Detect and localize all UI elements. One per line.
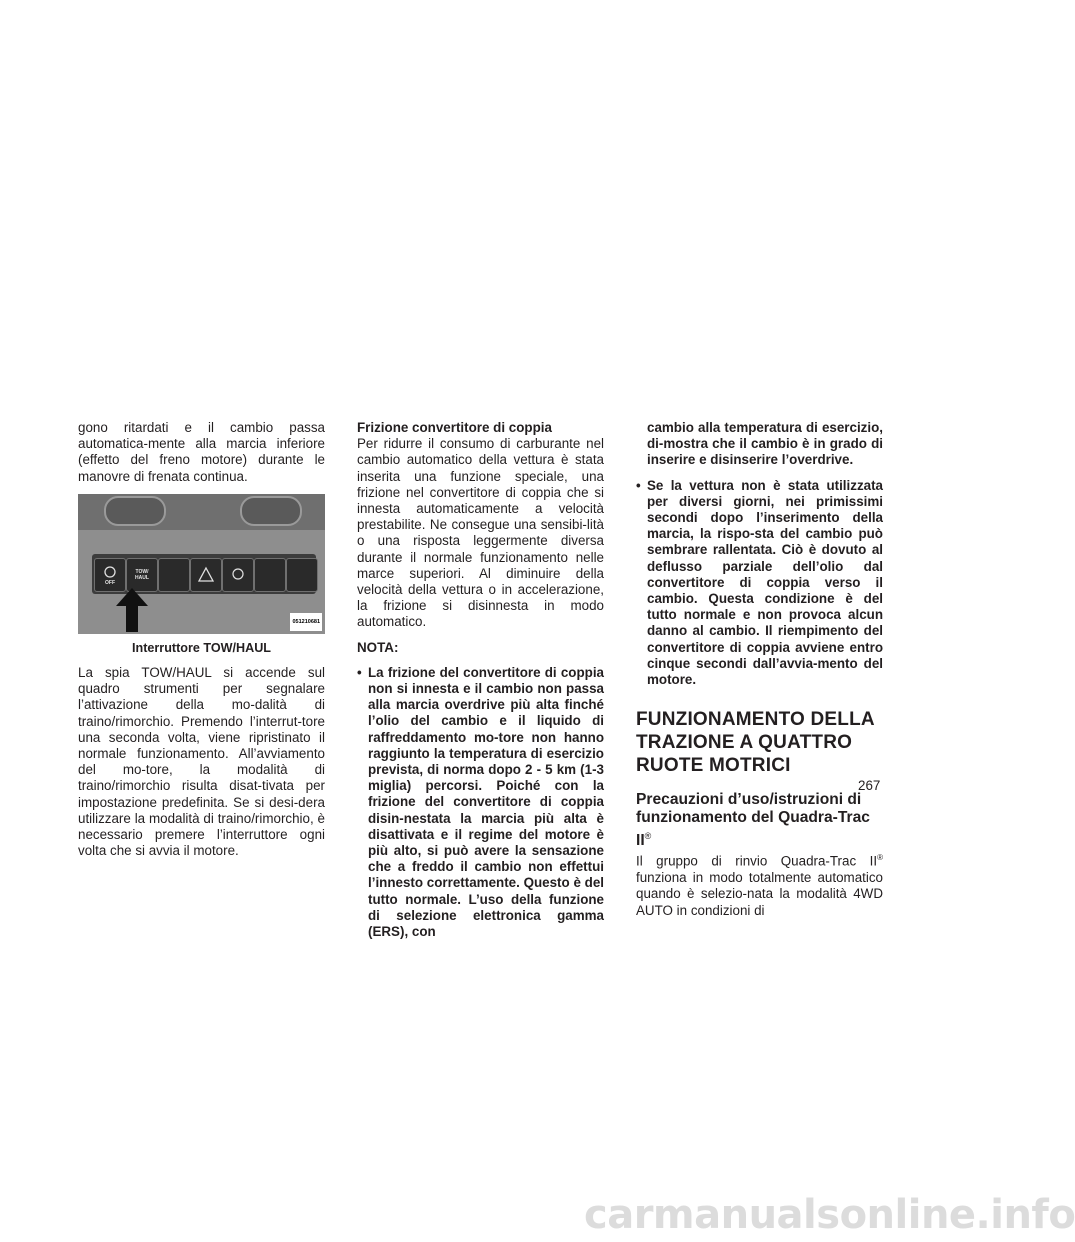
section-subheading: Frizione convertitore di coppia <box>357 420 552 435</box>
hazard-icon <box>191 559 221 591</box>
bullet-item <box>357 665 604 940</box>
figure-caption: Interruttore TOW/HAUL <box>132 640 271 655</box>
page-number: 267 <box>858 778 881 793</box>
tow-haul-paragraph: La spia TOW/HAUL si accende sul quadro strumenti per segnalare l’attivazione della mo-dalità di traino/rimorchio. Premendo l’interrut-tore una seconda volta, viene ripristinato il normale funzionamento. All’avviamento del mo-tore, la modalità di traino/rimorchio risulta disat-tivata per impostazione predefinita. Se si desi-dera utilizzare la modalità di traino/rimorchio, è necessario premere l’interruttore ogni volta che si avvia il motore. <box>78 665 325 859</box>
section-heading: FUNZIONAMENTO DELLA TRAZIONE A QUATTRO RUOTE MOTRICI <box>636 709 875 777</box>
paragraph-part: funziona in modo totalmente automatico quando è selezio-nata la modalità 4WD AUTO in condizioni di <box>636 870 883 918</box>
up-arrow-icon <box>112 586 152 634</box>
bullet-text: La frizione del convertitore di coppia non si innesta e il cambio non passa alla marcia overdrive più alta finché l’olio del cambio e il liquido di raffreddamento mo-tore non hanno raggiunto la temperatura di esercizio prevista, di norma dopo 2 - 5 km (1-3 miglia) percorsi. Poiché con la frizione del convertitore di coppia disin-nestata la marcia più alta è disattivata e il regime del motore è più alto, si può avere la sensazione che a freddo il cambio non effettui l’innesto correttamente. Questo è del tutto normale. L’uso della funzione di selezione elettronica gamma (ERS), con <box>368 664 604 940</box>
rear-defrost-icon <box>223 559 253 591</box>
tow-haul-label-line1: TOW/ <box>135 568 149 575</box>
bullet-dot: • <box>636 477 641 493</box>
seat-heater-knob-right <box>240 496 302 526</box>
bullet-text: cambio alla temperatura di esercizio, di-mostra che il cambio è in grado di inserire e disinserire l’overdrive. <box>647 420 883 468</box>
blank-button-2 <box>254 558 286 592</box>
bullet-text: Se la vettura non è stata utilizzata per diversi giorni, nei primissimi secondi dopo l’inserimento della marcia, la rispo-sta del cambio può sembrare rallentata. Ciò è dovuto al deflusso parziale dell’olio dal convertitore di coppia verso il cambio. Questa condizione è del tutto normale e non provoca alcun danno al cambio. Il riempimento del convertitore di coppia avviene entro cinque secondi dall’avvia-mento del motore. <box>647 477 883 688</box>
bullet-item <box>636 478 883 689</box>
figure-code: 051210681 <box>290 613 322 631</box>
column-middle <box>357 420 604 940</box>
intro-text: gono ritardati e il cambio passa automatica-mente alla marcia inferiore (effetto del freno motore) durante le manovre di frenata continua. <box>78 420 325 484</box>
registered-mark: ® <box>644 831 652 842</box>
tow-haul-label-line2: HAUL <box>135 574 149 581</box>
subheading-text: Precauzioni d’uso/istruzioni di funzionamento del Quadra-Trac II <box>636 791 870 850</box>
paragraph-part: Il gruppo di rinvio Quadra-Trac II <box>636 853 878 869</box>
blank-button-1 <box>158 558 190 592</box>
bullet-dot: • <box>357 664 362 680</box>
bullet-item-continued <box>636 420 883 469</box>
column-right <box>636 420 883 919</box>
off-label: OFF <box>105 579 115 586</box>
tow-haul-figure <box>78 494 325 634</box>
quadra-trac-paragraph <box>636 850 883 918</box>
seat-heater-knob-left <box>104 496 166 526</box>
rear-defrost-button <box>222 558 254 592</box>
converter-paragraph: Per ridurre il consumo di carburante nel cambio automatico della vettura è stata inserita una funzione speciale, una frizione nel convertitore di coppia che si innesta automaticamente a velocità prestabilite. Ne consegue una sensibi-lità o una risposta leggermente diversa durante il normale funzionamento nelle marce superiori. Al diminuire della velocità della vettura o in accelerazione, la frizione si disinnesta in modo automatico. <box>357 436 604 630</box>
note-label: NOTA: <box>357 639 399 655</box>
registered-mark: ® <box>877 853 883 863</box>
blank-button-3 <box>286 558 318 592</box>
column-left <box>78 420 325 859</box>
watermark: carmanualsonline.info <box>584 1192 1075 1238</box>
hazard-button <box>190 558 222 592</box>
subheading <box>636 791 883 850</box>
